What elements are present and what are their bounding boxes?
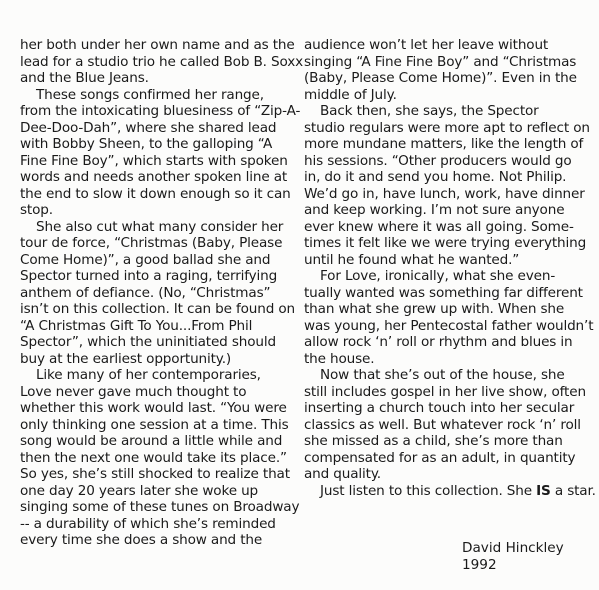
text-line: So yes, she’s still shocked to realize that — [20, 466, 290, 482]
text-line: inserting a church touch into her secular — [304, 400, 575, 416]
paragraph-start-line: She also cut what many consider her — [36, 218, 284, 235]
text-line: from the intoxicating bluesiness of “Zip-A- — [20, 103, 301, 119]
text-line: Come Home)”, a good ballad she and — [20, 251, 271, 268]
text-line: compensated for as an adult, in quantity — [304, 449, 576, 466]
text-line: one day 20 years later she woke up — [20, 482, 259, 499]
text-line: studio regulars were more apt to reflect on — [304, 119, 590, 136]
text-line: was young, her Pentecostal father wouldn’t — [304, 317, 594, 334]
text-line: lead for a studio trio he called Bob B. Soxx — [20, 53, 304, 70]
text-line: ever knew where it was all going. Some- — [304, 218, 574, 235]
text-line: “A Christmas Gift To You...From Phil — [20, 317, 253, 334]
paragraph-start-line: These songs confirmed her range, — [36, 86, 264, 103]
text-line: anthem of defiance. (No, “Christmas” — [20, 284, 271, 301]
left-text-column — [20, 37, 304, 549]
text-line: Fine Fine Boy”, which starts with spoken — [20, 152, 288, 169]
text-line: words and needs another spoken line at — [20, 169, 288, 185]
text-line: the house. — [304, 350, 375, 367]
text-line: Spector”, which the uninitiated should — [20, 334, 276, 350]
text-line: in, do it and send you home. Not Philip. — [304, 169, 567, 185]
text-line: isn’t on this collection. It can be found on — [20, 301, 296, 317]
paragraph-start-line: Now that she’s out of the house, she — [320, 367, 565, 383]
signature-year: 1992 — [462, 556, 497, 573]
text-line: and the Blue Jeans. — [20, 70, 149, 86]
text-line: every time she does a show and the — [20, 532, 263, 548]
text-line: she missed as a child, she’s more than — [304, 433, 563, 449]
text-line: than what she grew up with. When she — [304, 301, 565, 317]
text-line: with Bobby Sheen, to the galloping “A — [20, 136, 273, 152]
text-line: middle of July. — [304, 86, 397, 103]
paragraph-start-line: For Love, ironically, what she even- — [320, 268, 556, 284]
text-line: still includes gospel in her live show, often — [304, 383, 586, 400]
text-line: (Baby, Please Come Home)”. Even in the — [304, 70, 577, 86]
text-line: song would be around a little while and — [20, 433, 283, 449]
text-line: Spector turned into a raging, terrifying — [20, 268, 278, 284]
text-line: then the next one would take its place.” — [20, 449, 287, 466]
text-line: We’d go in, have lunch, work, have dinner — [304, 185, 585, 202]
text-line: Dee-Doo-Dah”, where she shared lead — [20, 119, 277, 136]
closing-emphasis: IS — [536, 482, 551, 499]
text-line: allow rock ‘n’ roll or rhythm and blues in — [304, 334, 573, 350]
text-line: more mundane matters, like the length of — [304, 136, 584, 152]
text-line: buy at the earliest opportunity.) — [20, 350, 232, 367]
text-line: his sessions. “Other producers would go — [304, 152, 572, 169]
signature-block — [462, 540, 564, 573]
text-line: tour de force, “Christmas (Baby, Please — [20, 235, 283, 251]
closing-text-after: a star. — [550, 482, 596, 499]
text-line: singing “A Fine Fine Boy” and “Christmas — [304, 53, 577, 70]
text-line: Love never gave much thought to — [20, 383, 247, 400]
text-line: her both under her own name and as the — [20, 37, 295, 53]
right-text-column — [304, 37, 596, 499]
text-line: tually wanted was something far different — [304, 284, 583, 301]
text-line: stop. — [20, 202, 53, 218]
text-line: and quality. — [304, 466, 381, 482]
text-line: whether this work would last. “You were — [20, 400, 287, 416]
paragraph-start-line: Like many of her contemporaries, — [36, 367, 261, 383]
text-line: until he found what he wanted.” — [304, 251, 520, 268]
text-line: times it felt like we were trying everything — [304, 235, 587, 251]
text-line: singing some of these tunes on Broadway — [20, 499, 300, 515]
text-line: only thinking one session at a time. This — [20, 416, 289, 433]
text-line: -- a durability of which she’s reminded — [20, 515, 276, 532]
text-line: audience won’t let her leave without — [304, 37, 549, 53]
text-line: classics as well. But whatever rock ‘n’ roll — [304, 416, 581, 433]
author-name: David Hinckley — [462, 540, 564, 556]
closing-text-before: Just listen to this collection. She — [320, 482, 537, 499]
text-line: and keep working. I’m not sure anyone — [304, 202, 565, 218]
paragraph-start-line: Back then, she says, the Spector — [320, 103, 539, 119]
text-line: the end to slow it down enough so it can — [20, 185, 291, 202]
closing-line — [304, 482, 596, 500]
